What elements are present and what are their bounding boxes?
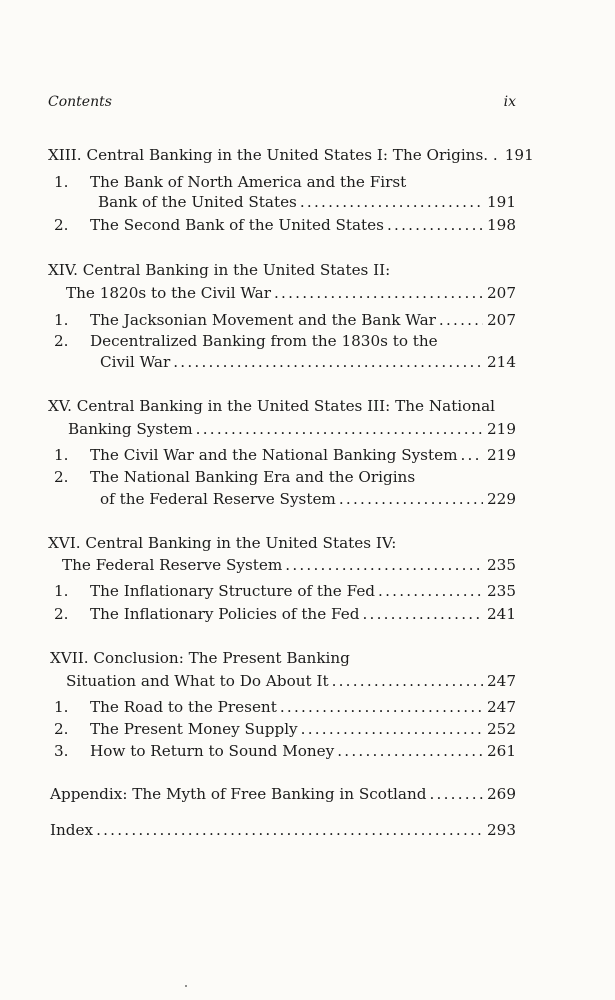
toc-section-xv-1[interactable] <box>54 445 516 465</box>
leader-dots <box>173 352 483 372</box>
page-number: 241 <box>487 605 516 623</box>
toc-chapter-xvi-line2[interactable] <box>62 555 516 575</box>
page-number: 269 <box>487 785 516 803</box>
chapter-title: The 1820s to the Civil War <box>66 284 271 302</box>
section-number: 1. <box>54 311 69 329</box>
page-number: 261 <box>487 742 516 760</box>
toc-section-xvii-3[interactable] <box>54 741 516 761</box>
toc-chapter-xvi-line1[interactable] <box>48 533 516 553</box>
chapter-title: Situation and What to Do About It <box>66 672 329 690</box>
leader-dots <box>96 820 483 840</box>
page-number: 214 <box>487 353 516 371</box>
page-number: 207 <box>487 311 516 329</box>
leader-dots <box>300 192 483 212</box>
section-title: The Inflationary Structure of the Fed <box>90 582 376 600</box>
toc-section-xiii-1-line1[interactable] <box>54 172 516 192</box>
leader-dots <box>285 555 483 575</box>
page-number: 293 <box>487 821 516 839</box>
leader-dots <box>274 283 483 303</box>
section-title: The Bank of North America and the First <box>90 173 407 191</box>
chapter-title: XVII. Conclusion: The Present Banking <box>50 649 350 667</box>
section-title: The Present Money Supply <box>90 720 298 738</box>
section-number: 2. <box>54 720 69 738</box>
paper-speck <box>185 985 187 987</box>
toc-section-xv-2-line1[interactable] <box>54 467 516 487</box>
chapter-title: XIII. Central Banking in the United States I: The Origins. . <box>48 146 498 164</box>
chapter-title: The Federal Reserve System <box>62 556 283 574</box>
toc-section-xiv-2-line2[interactable] <box>100 352 516 372</box>
leader-dots <box>429 784 483 804</box>
leader-dots <box>301 719 483 739</box>
chapter-title: XV. Central Banking in the United States III: The National <box>48 397 495 415</box>
toc-section-xvii-2[interactable] <box>54 719 516 739</box>
section-number: 2. <box>54 332 69 350</box>
section-title: The Road to the Present <box>90 698 277 716</box>
page-number: 191 <box>504 146 534 164</box>
page-number: 219 <box>487 420 516 438</box>
page-number: 235 <box>487 556 516 574</box>
toc-index[interactable] <box>50 820 516 840</box>
toc-section-xiv-2-line1[interactable] <box>54 331 516 351</box>
running-head-page-number: ix <box>503 94 516 110</box>
page-number: 252 <box>487 720 516 738</box>
running-head-title: Contents <box>48 94 112 110</box>
section-title: How to Return to Sound Money <box>90 742 335 760</box>
toc-section-xiii-1-line2[interactable] <box>98 192 516 212</box>
toc-chapter-xv-line1[interactable] <box>48 396 516 416</box>
section-title: Bank of the United States <box>98 193 297 211</box>
page-number: 247 <box>487 698 516 716</box>
page-number: 219 <box>487 446 516 464</box>
section-number: 2. <box>54 605 69 623</box>
section-number: 1. <box>54 173 69 191</box>
section-number: 2. <box>54 468 69 486</box>
page-number: 229 <box>487 490 516 508</box>
section-number: 2. <box>54 216 69 234</box>
toc-section-xvii-1[interactable] <box>54 697 516 717</box>
toc-chapter-xvii-line2[interactable] <box>66 671 516 691</box>
toc-section-xvi-1[interactable] <box>54 581 516 601</box>
page-number: 198 <box>487 216 516 234</box>
section-number: 1. <box>54 582 69 600</box>
section-number: 1. <box>54 698 69 716</box>
toc-section-xvi-2[interactable] <box>54 604 516 624</box>
toc-section-xiii-2[interactable] <box>54 215 516 235</box>
leader-dots <box>280 697 483 717</box>
toc-appendix[interactable] <box>50 784 516 804</box>
toc-section-xiv-1[interactable] <box>54 310 516 330</box>
chapter-title: XVI. Central Banking in the United States IV: <box>48 534 397 552</box>
page-number: 191 <box>487 193 516 211</box>
toc-chapter-xiv-line1[interactable] <box>48 260 516 280</box>
section-number: 1. <box>54 446 69 464</box>
index-title: Index <box>50 821 94 839</box>
section-title: The Inflationary Policies of the Fed <box>90 605 360 623</box>
chapter-title: Banking System <box>68 420 193 438</box>
section-title: Civil War <box>100 353 171 371</box>
toc-chapter-xvii-line1[interactable] <box>50 648 516 668</box>
chapter-title: XIV. Central Banking in the United States II: <box>48 261 391 279</box>
leader-dots <box>439 310 483 330</box>
section-number: 3. <box>54 742 69 760</box>
leader-dots <box>196 419 483 439</box>
appendix-title: Appendix: The Myth of Free Banking in Scotland <box>50 785 427 803</box>
leader-dots <box>362 604 483 624</box>
page-number: 207 <box>487 284 516 302</box>
toc-chapter-xiii[interactable] <box>48 145 534 165</box>
toc-chapter-xv-line2[interactable] <box>68 419 516 439</box>
leader-dots <box>332 671 483 691</box>
leader-dots <box>387 215 483 235</box>
toc-section-xv-2-line2[interactable] <box>100 489 516 509</box>
leader-dots <box>339 489 483 509</box>
section-title: of the Federal Reserve System <box>100 490 336 508</box>
section-title: The Jacksonian Movement and the Bank War <box>90 311 436 329</box>
leader-dots <box>378 581 483 601</box>
leader-dots <box>460 445 483 465</box>
section-title: The National Banking Era and the Origins <box>90 468 416 486</box>
page-number: 247 <box>487 672 516 690</box>
section-title: Decentralized Banking from the 1830s to the <box>90 332 438 350</box>
toc-chapter-xiv-line2[interactable] <box>66 283 516 303</box>
section-title: The Civil War and the National Banking System <box>90 446 458 464</box>
page-number: 235 <box>487 582 516 600</box>
section-title: The Second Bank of the United States <box>90 216 384 234</box>
leader-dots <box>337 741 483 761</box>
